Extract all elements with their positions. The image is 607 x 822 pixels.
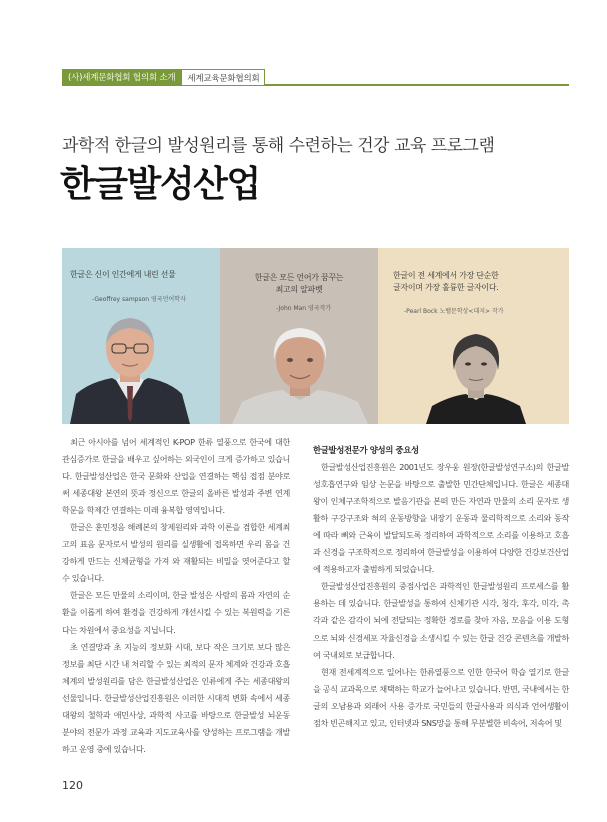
- quote-panels: [62, 248, 569, 424]
- quote-panel-3: [378, 248, 569, 424]
- paragraph: 현재 전세계적으로 일어나는 한류열풍으로 인한 한국어 학습 열기로 한글을 공식 교과목으로 채택하는 학교가 늘어나고 있습니다. 반면, 국내에서는 한글의 오남용과 외래어 사용 증가로 국민들의 한글사용과 의식과 언어생활이 점차 빈곤해지고 있고, 인터넷과 SNS망을 통해 무분별한 비속어, 저속어 및: [313, 666, 569, 728]
- paragraph: 초 연결망과 초 지능의 정보화 시대, 보다 작은 크기로 보다 많은 정보를 최단 시간 내 처리할 수 있는 최적의 문자 체계와 건강과 호흡체계의 발성원리를 담은 한글발성산업은 인류에게 주는 세종대왕의 선물입니다. 한글발성산업진흥원은 이러한 시대적 변화 속에서 세종대왕의 철학과 애민사상, 과학적 사고를 바탕으로 한글발성 뇌운동 분야의 전문가 과정 교육과 지도교육사를 양성하는 프로그램을 개발하고 운영 중에 있습니다.: [62, 641, 290, 754]
- section-tag: [62, 69, 265, 85]
- page-number: 120: [62, 779, 83, 792]
- quote-text: 한글이 전 세계에서 가장 단순한 글자이며 가장 훌륭한 글자이다.: [393, 271, 499, 293]
- section-heading: 한글발성전문가 양성의 중요성: [313, 445, 419, 455]
- portrait-photo: [232, 320, 368, 424]
- quote-panel-1: [62, 248, 220, 424]
- left-column: [62, 434, 290, 758]
- right-column: [313, 442, 569, 732]
- portrait-photo: [426, 326, 526, 424]
- paragraph: 한글발성산업진흥원은 2001년도 장우웅 원장(한글발성연구소)의 한글발성호흡연구와 임상 논문을 바탕으로 출발한 민간단체입니다. 한글은 세종대왕이 인체구조학적으로 발음기관을 본떠 만든 자연과 만물의 소리 문자로 생활하 구강구조와 혀의 운동방향을 내장기 운동과 물리학적으로 소리와 동작에 따라 뼈와 근육이 발달되도록 정리하여 과학적으로 소리를 이용하고 호흡과 신경을 구조학적으로 정리하여 한글발성을 이용하여 다양한 건강보건산업에 적용하고자 출범하게 되었습니다.: [313, 462, 569, 575]
- portrait-photo: [70, 308, 190, 424]
- quote-attribution: -Pearl Bock 노벨문학상<대지> 작가: [404, 308, 504, 315]
- paragraph: 한글발성산업진흥원의 중점사업은 과학적인 한글발성원리 프로세스를 활용하는 데 있습니다. 한글발성을 통하여 신체기관 시각, 청각, 후각, 미각, 촉각과 같은 감각이 뇌에 전달되는 정확한 경로를 찾아 자음, 모음을 이용 도형으로 뇌와 신경세포 자율신경을 소생시킬 수 있는 한글 건강 콘텐츠를 개발하여 국내외로 보급합니다.: [313, 581, 569, 660]
- quote-text: 한글은 모든 언어가 꿈꾸는 최고의 알파벳: [254, 273, 344, 295]
- page-subtitle: 과학적 한글의 발성원리를 통해 수련하는 건강 교육 프로그램: [62, 136, 495, 156]
- page-title: 한글발성산업: [60, 163, 260, 205]
- paragraph: 한글은 모든 만물의 소리이며, 한글 발성은 사람의 몸과 자연의 순환을 이롭게 하여 환경을 건강하게 개선시킬 수 있는 복원력을 기른다는 차원에서 중요성을 지닙니다.: [62, 590, 290, 635]
- paragraph: 한글은 훈민정음 해례본의 창제원리와 과학 이론을 겸합한 세계최고의 표음 문자로서 발성의 원리를 실생활에 접목하면 우리 몸을 건강하게 만드는 신체균형을 가져 와 재활되는 비밀을 엿어준다고 할 수 있습니다.: [62, 522, 290, 584]
- quote-panel-2: [220, 248, 378, 424]
- quote-attribution: -John Man 영국작가: [276, 305, 332, 312]
- quote-attribution: -Geoffrey sampson 영국언어학자: [92, 296, 186, 303]
- paragraph: 최근 아시아를 넘어 세계적인 K-POP 한류 열풍으로 한국에 대한 관심증가로 한글을 배우고 싶어하는 외국인이 크게 증가하고 있습니다. 한글발성산업은 한국 문화와 산업을 연결하는 핵심 접점 분야로써 세종대왕 본연의 뜻과 정신으로 한글의 올바른 발성과 주변 연계학문을 학제간 연결하는 미래 융복합 영역입니다.: [62, 437, 290, 516]
- section-tag-main: (사)세계문화협회 협의회 소개: [62, 69, 181, 85]
- section-tag-sub: 세계교육문화협의회: [181, 69, 265, 85]
- quote-text: 한글은 신이 인간에게 내린 선물: [70, 270, 176, 279]
